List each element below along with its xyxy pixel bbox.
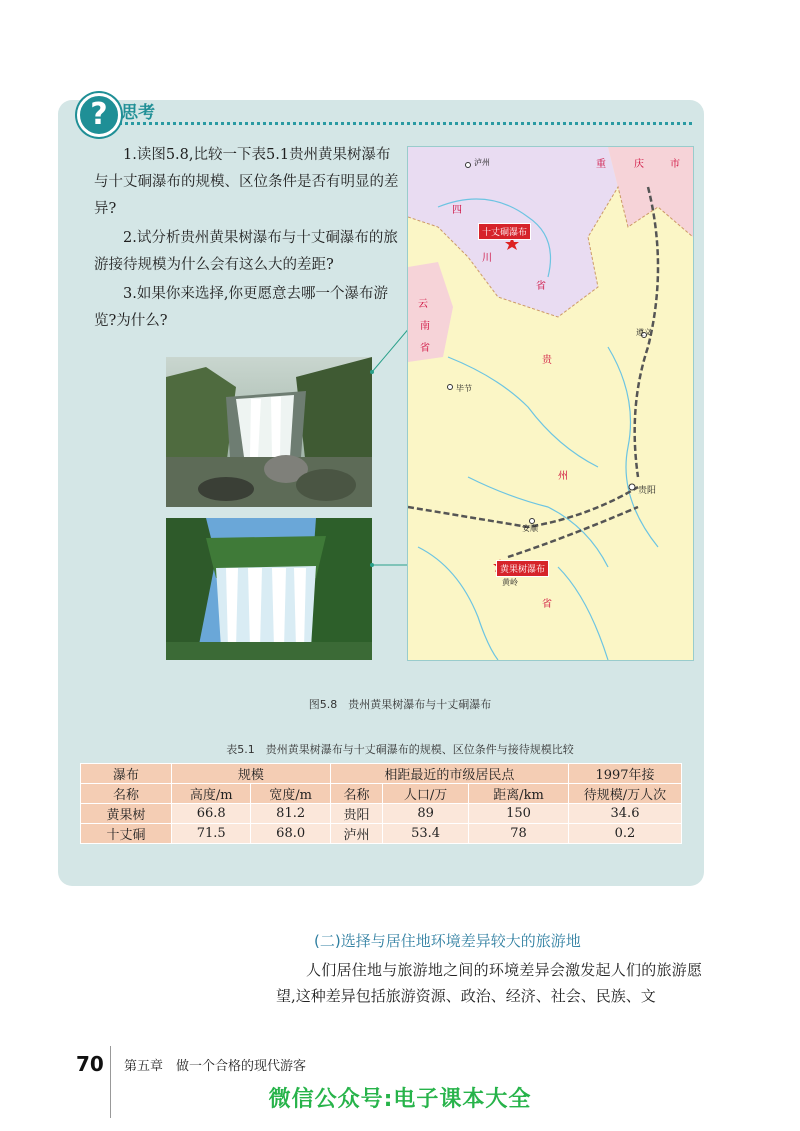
watermark: 微信公众号:电子课本大全: [268, 1087, 532, 1112]
shizhangdong-label: 十丈硐瀑布: [478, 223, 531, 240]
label-guizhou-1: 贵: [542, 355, 552, 366]
chapter-title: 第五章 做一个合格的现代游客: [124, 1059, 307, 1074]
table-row: [81, 824, 682, 844]
question-2: 2.试分析贵州黄果树瀑布与十丈硐瀑布的旅游接待规模为什么会有这么大的差距?: [94, 230, 398, 273]
table-cell: 71.5: [172, 824, 251, 844]
body-text: 人们居住地与旅游地之间的环境差异会激发起人们的旅游愿望,这种差异包括旅游资源、政治、经济、社会、民族、文: [276, 961, 702, 1005]
huangguoshu-label: 黄果树瀑布: [496, 560, 549, 577]
page-number: 70: [76, 1052, 104, 1076]
label-yunnan-3: 省: [420, 343, 430, 354]
table-cell: 81.2: [251, 804, 330, 824]
city-luzhou: 泸州: [474, 158, 490, 167]
question-1: 1.读图5.8,比较一下表5.1贵州黄果树瀑布与十丈硐瀑布的规模、区位条件是否有明显的差异?: [94, 147, 399, 217]
table-cell: 150: [469, 804, 569, 824]
header-cell: 名称: [330, 784, 382, 804]
table-header-row-1: [81, 764, 682, 784]
label-sichuan-1: 四: [452, 205, 462, 216]
label-chongqing-2: 庆: [634, 159, 644, 170]
table-cell: 68.0: [251, 824, 330, 844]
table-cell: 0.2: [569, 824, 682, 844]
header-cell: 宽度/m: [251, 784, 330, 804]
header-cell: 相距最近的市级居民点: [330, 764, 568, 784]
label-guizhou-2: 州: [558, 471, 568, 482]
table-cell: 十丈硐: [81, 824, 172, 844]
table-cell: 黄果树: [81, 804, 172, 824]
header-cell: 名称: [81, 784, 172, 804]
city-guiyang: 贵阳: [638, 486, 657, 496]
label-chongqing-1: 重: [596, 159, 606, 170]
table-header-row-2: [81, 784, 682, 804]
label-yunnan-2: 南: [420, 321, 430, 332]
comparison-table: [80, 763, 682, 844]
table-cell: 泸州: [330, 824, 382, 844]
label-guizhou-3: 省: [542, 599, 552, 610]
label-sichuan-3: 省: [536, 281, 546, 292]
think-title: 思考: [121, 103, 155, 123]
table-cell: 78: [469, 824, 569, 844]
table-row: [81, 804, 682, 824]
guizhou-map: [407, 146, 694, 661]
body-paragraph: [276, 957, 702, 1009]
header-cell: 距离/km: [469, 784, 569, 804]
question-3: 3.如果你来选择,你更愿意去哪一个瀑布游览?为什么?: [94, 286, 388, 329]
city-bijie: 毕节: [456, 384, 472, 393]
table-caption: 表5.1 贵州黄果树瀑布与十丈硐瀑布的规模、区位条件与接待规模比较: [226, 743, 574, 756]
header-cell: 规模: [172, 764, 331, 784]
header-cell: 人口/万: [383, 784, 469, 804]
city-zunyi: 遵义: [636, 328, 652, 337]
table-cell: 66.8: [172, 804, 251, 824]
town-label: 黄岭: [502, 578, 518, 587]
header-cell: 待规模/万人次: [569, 784, 682, 804]
header-cell: 1997年接: [569, 764, 682, 784]
city-anshun: 安顺: [522, 524, 538, 533]
label-chongqing-3: 市: [670, 159, 680, 170]
figure-caption: 图5.8 贵州黄果树瀑布与十丈硐瀑布: [308, 698, 492, 711]
header-cell: 高度/m: [172, 784, 251, 804]
table-cell: 89: [383, 804, 469, 824]
table-cell: 34.6: [569, 804, 682, 824]
header-cell: 瀑布: [81, 764, 172, 784]
section-title: (二)选择与居住地环境差异较大的旅游地: [314, 932, 581, 950]
question-mark-icon: ?: [77, 93, 121, 137]
label-sichuan-2: 川: [482, 253, 492, 264]
label-yunnan-1: 云: [418, 299, 428, 310]
table-cell: 53.4: [383, 824, 469, 844]
table-cell: 贵阳: [330, 804, 382, 824]
